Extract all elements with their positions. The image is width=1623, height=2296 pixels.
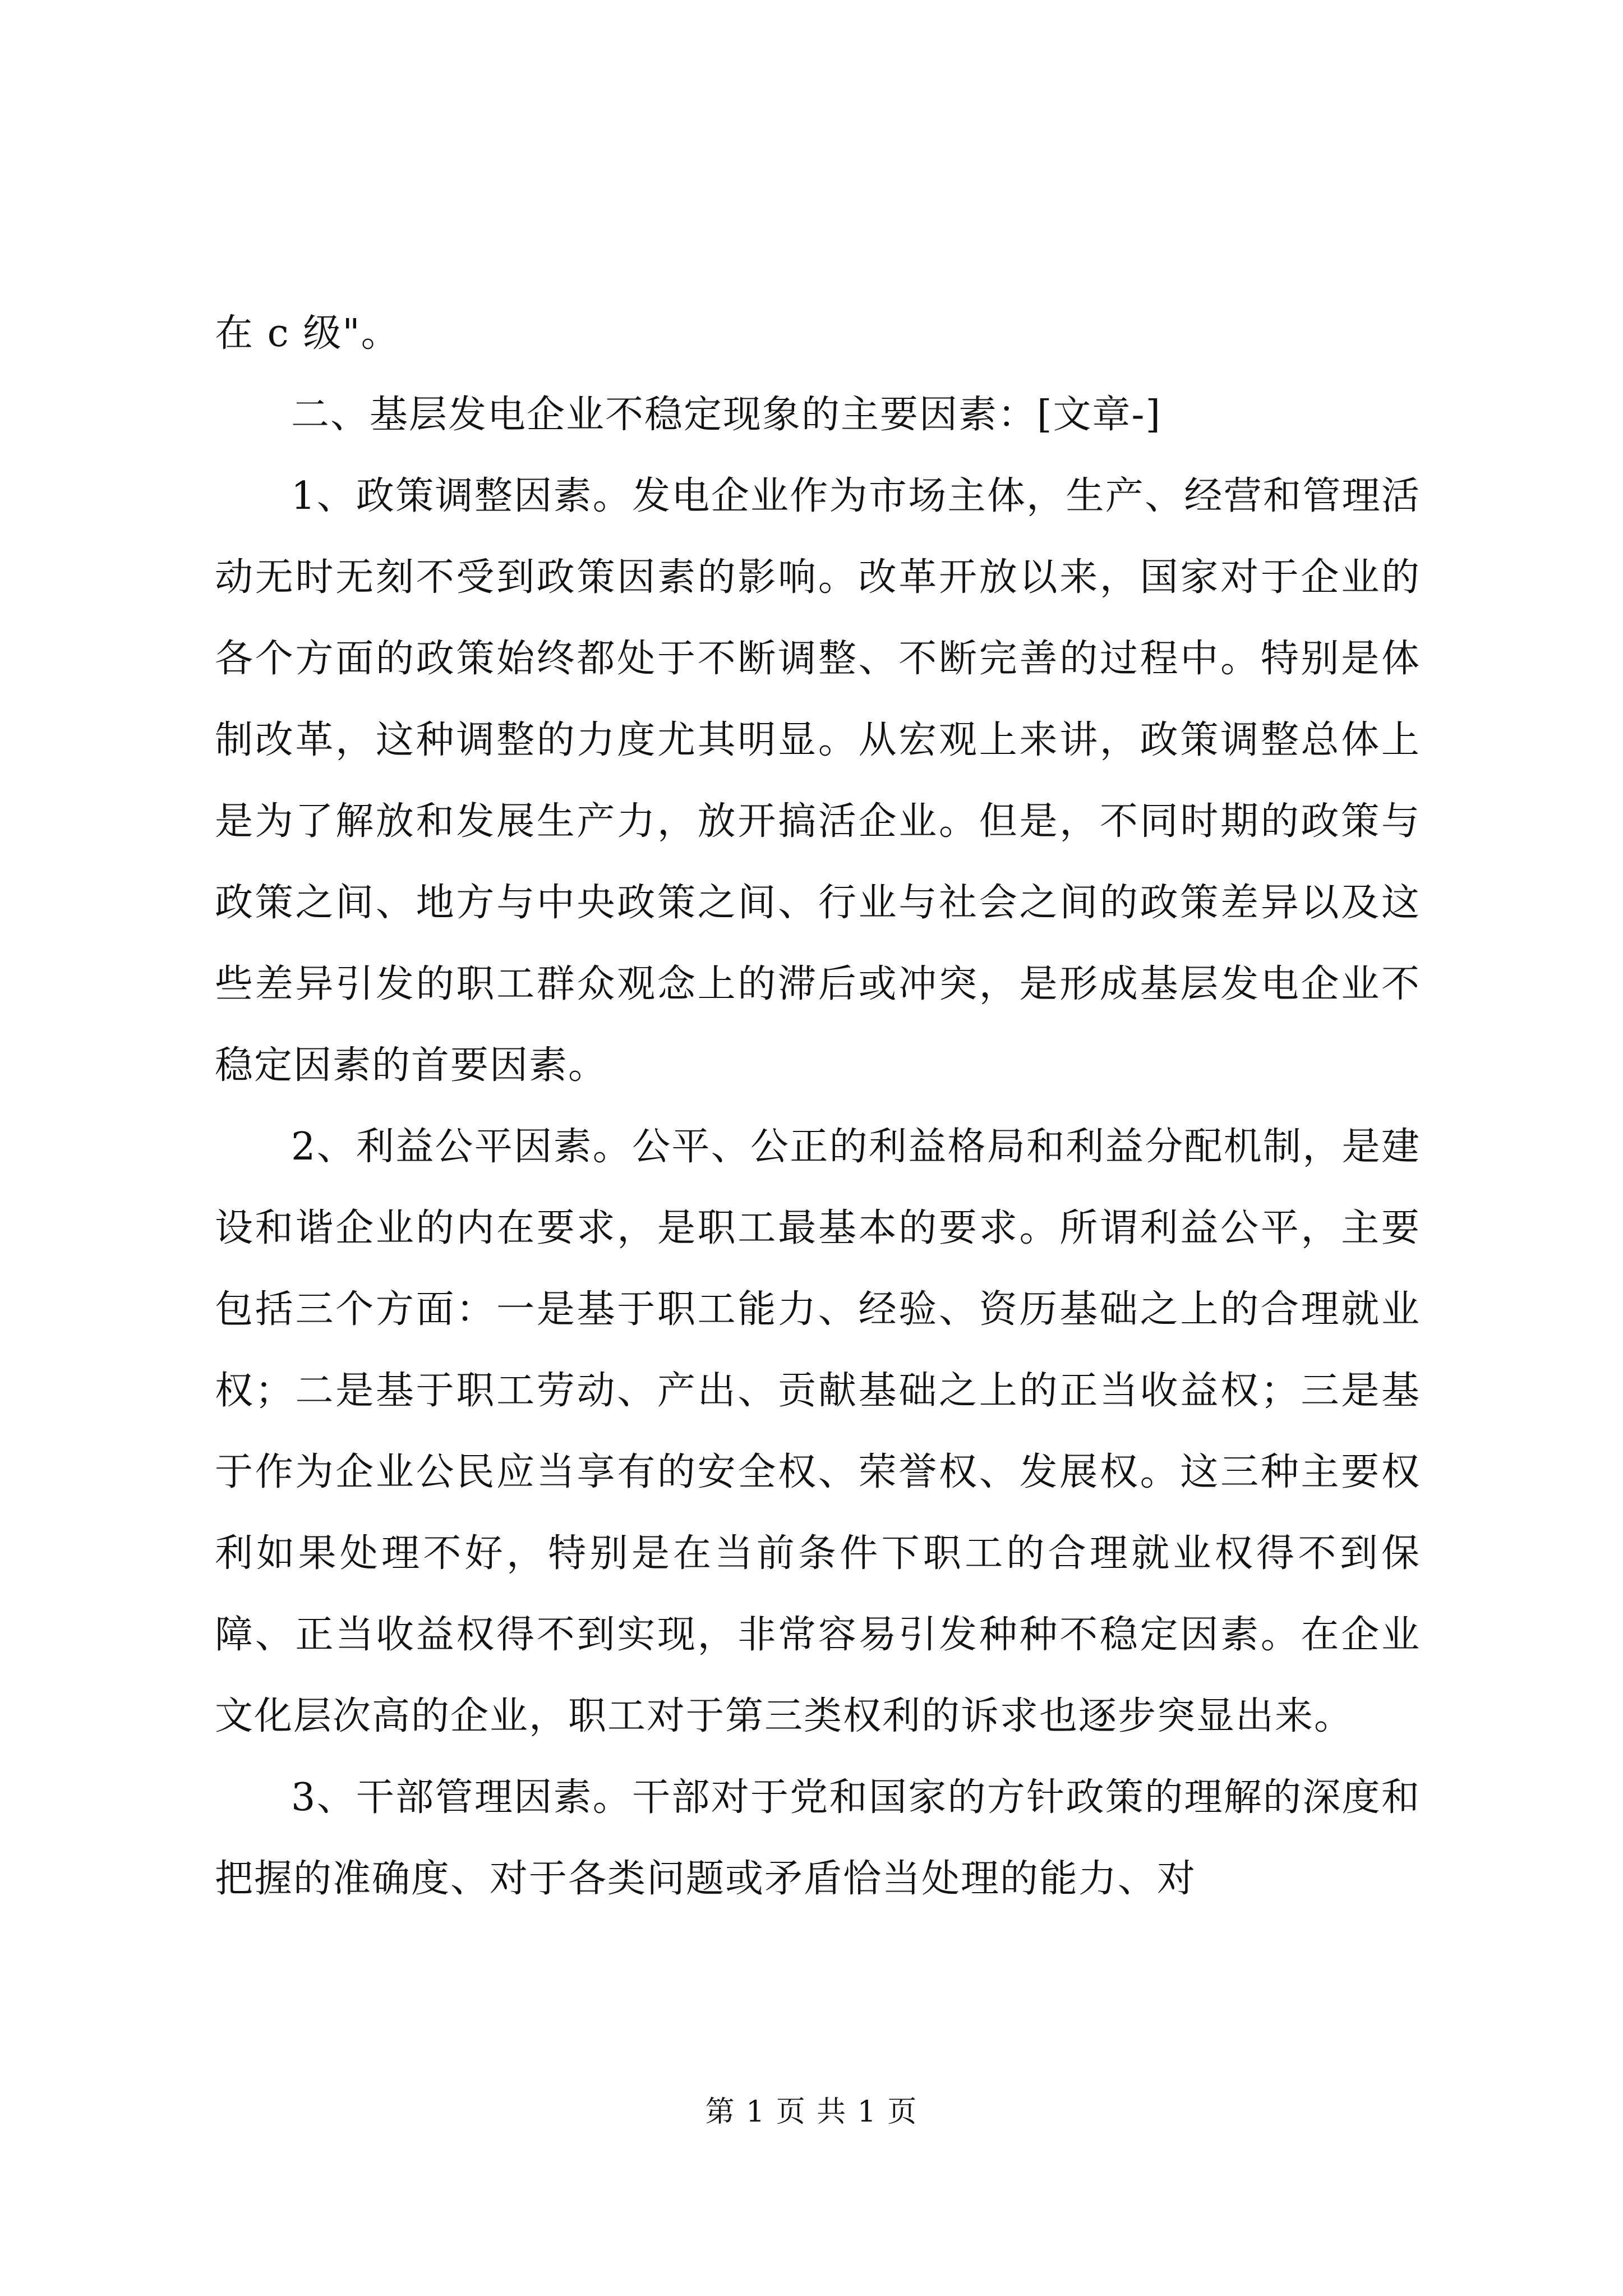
paragraph-policy-factor: 1、政策调整因素。发电企业作为市场主体，生产、经营和管理活动无时无刻不受到政策因素的影响。改革开放以来，国家对于企业的各个方面的政策始终都处于不断调整、不断完善的过程中。特别是体制改革，这种调整的力度尤其明显。从宏观上来讲，政策调整总体上是为了解放和发展生产力，放开搞活企业。但是，不同时期的政策与政策之间、地方与中央政策之间、行业与社会之间的政策差异以及这些差异引发的职工群众观念上的滞后或冲突，是形成基层发电企业不稳定因素的首要因素。 <box>215 474 1421 1088</box>
page-number: 第 1 页 共 1 页 <box>705 2095 918 2129</box>
document-body <box>215 293 1421 1920</box>
paragraph-continuation: 在 c 级"。 <box>215 311 400 356</box>
page-footer <box>0 2092 1623 2132</box>
paragraph-interest-fairness-factor: 2、利益公平因素。公平、公正的利益格局和利益分配机制，是建设和谐企业的内在要求，是职工最基本的要求。所谓利益公平，主要包括三个方面：一是基于职工能力、经验、资历基础之上的合理就业权；二是基于职工劳动、产出、贡献基础之上的正当收益权；三是基于作为企业公民应当享有的安全权、荣誉权、发展权。这三种主要权利如果处理不好，特别是在当前条件下职工的合理就业权得不到保障、正当收益权得不到实现，非常容易引发种种不稳定因素。在企业文化层次高的企业，职工对于第三类权利的诉求也逐步突显出来。 <box>215 1125 1421 1738</box>
paragraph-cadre-management-factor: 3、干部管理因素。干部对于党和国家的方针政策的理解的深度和把握的准确度、对于各类问题或矛盾恰当处理的能力、对 <box>215 1775 1421 1901</box>
section-heading: 二、基层发电企业不稳定现象的主要因素：[文章-] <box>291 393 1162 437</box>
